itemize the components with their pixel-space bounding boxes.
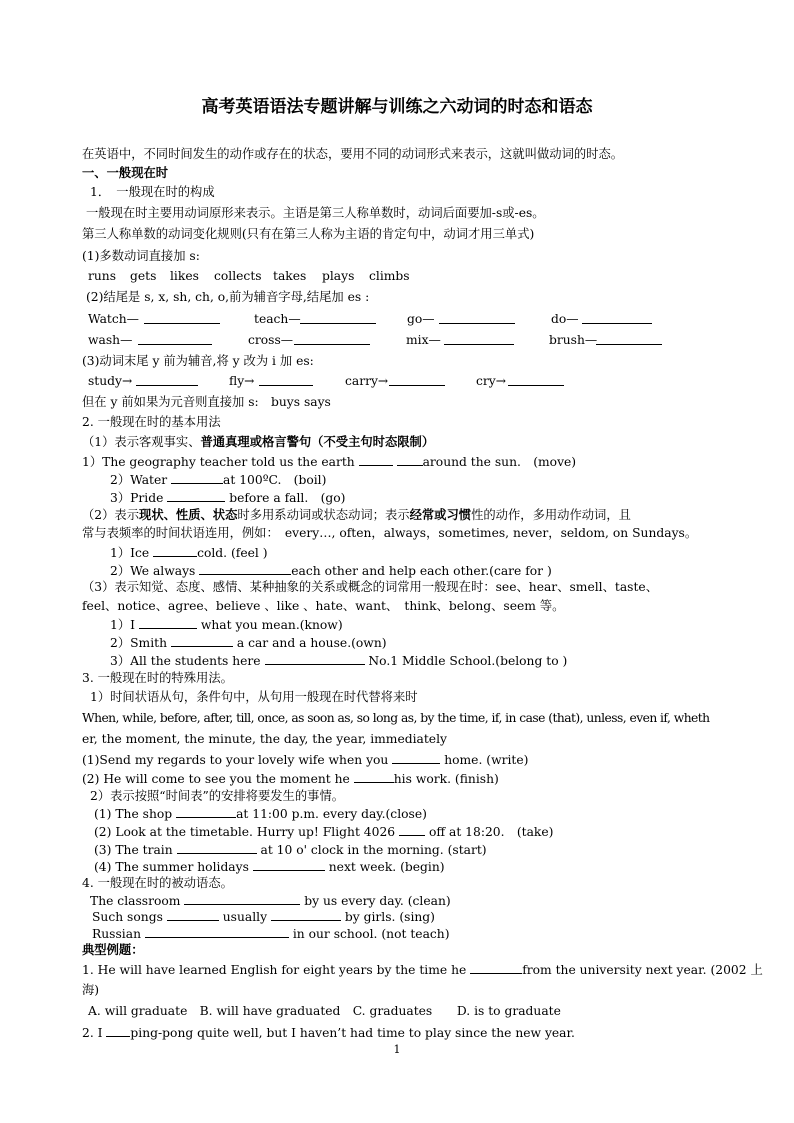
q-text: 3）Pride xyxy=(110,491,164,505)
q-text: Such songs xyxy=(92,910,163,924)
q-text: home. (write) xyxy=(444,753,529,767)
usage-2-text: 时多用系动词或状态动词；表示 xyxy=(237,508,410,522)
blank[interactable] xyxy=(167,909,219,921)
rule-1: (1)多数动词直接加 s: xyxy=(82,249,200,263)
blank[interactable] xyxy=(253,859,325,871)
usage-2-text: （2）表示 xyxy=(82,508,140,522)
blank[interactable] xyxy=(271,909,341,921)
rule-3: (3)动词末尾 y 前为辅音,将 y 改为 i 加 es: xyxy=(82,354,314,368)
usage-2-text: 性的动作，多用动作动词，且 xyxy=(471,508,631,522)
page-title: 高考英语语法专题讲解与训练之六动词的时态和语态 xyxy=(201,97,593,117)
passive-question xyxy=(92,909,435,925)
q-text: 2）Smith xyxy=(110,636,167,650)
blank[interactable] xyxy=(153,545,197,557)
blank[interactable] xyxy=(508,374,564,386)
q-text: at 100ºC. (boil) xyxy=(223,473,327,487)
conjunction-list: When, while, before, after, till, once, as soon as, so long as, by the time, if, in case (that), unless, even if, wheth xyxy=(82,711,710,725)
q-text: next week. (begin) xyxy=(328,860,445,874)
q-text: off at 18:20. (take) xyxy=(428,825,554,839)
question xyxy=(94,806,427,822)
passive-question xyxy=(90,893,451,909)
blank[interactable] xyxy=(176,806,236,818)
blank[interactable] xyxy=(444,333,514,345)
blank[interactable] xyxy=(397,454,423,466)
question xyxy=(94,824,553,840)
row-a-word: go— xyxy=(407,312,435,326)
blank[interactable] xyxy=(265,653,365,665)
blank[interactable] xyxy=(138,333,212,345)
question xyxy=(110,490,345,506)
row-b-word: brush— xyxy=(549,333,598,347)
row-c-word: study→ xyxy=(88,374,133,388)
example-1 xyxy=(82,962,763,978)
usage-2-bold: 现状、性质、状态 xyxy=(139,507,238,522)
q-text: (3) The train xyxy=(94,843,173,857)
q-text: (1) The shop xyxy=(94,807,173,821)
q-text: 1）The geography teacher told us the earth xyxy=(82,455,355,469)
sub-1: 1． 一般现在时的构成 xyxy=(90,185,215,199)
row-a-word: Watch— xyxy=(88,312,139,326)
sub-4: 4. 一般现在时的被动语态。 xyxy=(82,876,233,890)
blank[interactable] xyxy=(359,454,393,466)
question xyxy=(110,617,343,633)
q-text: ping-pong quite well, but I haven’t had time to play since the new year. xyxy=(130,1026,575,1040)
sub-2: 2. 一般现在时的基本用法 xyxy=(82,415,221,429)
blank[interactable] xyxy=(582,312,652,324)
question xyxy=(82,752,528,768)
example-1-options: A. will graduate B. will have graduated C. graduates D. is to graduate xyxy=(88,1004,561,1018)
blank[interactable] xyxy=(171,635,233,647)
blank[interactable] xyxy=(389,374,445,386)
usage-2 xyxy=(82,507,631,523)
word: plays xyxy=(322,269,355,283)
blank[interactable] xyxy=(354,771,394,783)
page-number: 1 xyxy=(393,1043,401,1056)
question xyxy=(110,653,567,669)
q-text: (2) Look at the timetable. Hurry up! Flight 4026 xyxy=(94,825,396,839)
question xyxy=(94,859,445,875)
row-a xyxy=(88,312,688,328)
q-text: from the university next year. (2002 上 xyxy=(522,963,763,977)
blank[interactable] xyxy=(144,312,220,324)
rule-4: 但在 y 前如果为元音则直接加 s: buys says xyxy=(82,395,331,409)
q-text: No.1 Middle School.(belong to ) xyxy=(368,654,568,668)
blank[interactable] xyxy=(136,374,198,386)
passive-question xyxy=(92,926,450,942)
q-text: 2. I xyxy=(82,1026,103,1040)
blank[interactable] xyxy=(259,374,313,386)
word: climbs xyxy=(369,269,410,283)
blank[interactable] xyxy=(139,617,197,629)
usage-1-bold: 普通真理或格言警句（不受主句时态限制） xyxy=(200,434,435,449)
blank[interactable] xyxy=(177,842,257,854)
intro: 在英语中，不同时间发生的动作或存在的状态，要用不同的动词形式来表示，这就叫做动词的时态。 xyxy=(82,147,624,161)
usage-2-bold: 经常或习惯 xyxy=(409,507,472,522)
row-c-word: carry→ xyxy=(345,374,389,388)
row-c xyxy=(88,374,688,390)
blank[interactable] xyxy=(171,472,223,484)
q-text: a car and a house.(own) xyxy=(236,636,387,650)
q-text: by girls. (sing) xyxy=(344,910,435,924)
q-text: what you mean.(know) xyxy=(200,618,343,632)
section-1: 一、一般现在时 xyxy=(82,165,169,180)
word: likes xyxy=(170,269,199,283)
rule-2: (2)结尾是 s, x, sh, ch, o,前为辅音字母,结尾加 es : xyxy=(86,290,370,304)
q-text: 2）We always xyxy=(110,564,196,578)
q-text: usually xyxy=(222,910,268,924)
q-text: 1）Ice xyxy=(110,546,150,560)
q-text: cold. (feel ) xyxy=(197,546,268,560)
special-2: 2）表示按照“时间表”的安排将要发生的事情。 xyxy=(90,789,345,803)
row-b xyxy=(88,333,688,349)
blank[interactable] xyxy=(294,333,370,345)
sub-3: 3. 一般现在时的特殊用法。 xyxy=(82,671,233,685)
question xyxy=(110,545,268,561)
question xyxy=(110,563,552,579)
question xyxy=(94,842,487,858)
usage-1-text: （1）表示客观事实、 xyxy=(82,435,201,449)
special-1: 1）时间状语从句，条件句中，从句用一般现在时代替将来时 xyxy=(90,690,418,704)
q-text: 1）I xyxy=(110,618,135,632)
q-text: (2) He will come to see you the moment he xyxy=(82,772,350,786)
row-b-word: mix— xyxy=(406,333,441,347)
row-b-word: cross— xyxy=(248,333,294,347)
example-1-cont: 海) xyxy=(82,983,100,997)
conjunction-list-cont: er, the moment, the minute, the day, the year, immediately xyxy=(82,732,447,746)
word: runs xyxy=(88,269,117,283)
row-a-word: do— xyxy=(551,312,579,326)
word: takes xyxy=(273,269,307,283)
q-text: The classroom xyxy=(90,894,181,908)
q-text: (4) The summer holidays xyxy=(94,860,249,874)
question xyxy=(82,771,499,787)
blank[interactable] xyxy=(392,752,440,764)
blank[interactable] xyxy=(399,824,425,836)
row-b-word: wash— xyxy=(88,333,133,347)
usage-1 xyxy=(82,434,434,450)
q-text: his work. (finish) xyxy=(393,772,499,786)
usage-3-cont: feel、notice、agree、believe 、like 、hate、want、 think、belong、seem 等。 xyxy=(82,599,565,613)
row-a-word: teach— xyxy=(254,312,301,326)
usage-2-cont: 常与表频率的时间状语连用，例如： every…, often，always，sometimes, never，seldom, on Sundays。 xyxy=(82,526,698,540)
question xyxy=(110,635,387,651)
question xyxy=(82,454,576,470)
q-text: (1)Send my regards to your lovely wife when you xyxy=(82,753,389,767)
question xyxy=(110,472,326,488)
blank[interactable] xyxy=(106,1025,130,1037)
q-text: by us every day. (clean) xyxy=(304,894,451,908)
line-1: 一般现在时主要用动词原形来表示。主语是第三人称单数时，动词后面要加-s或-es。 xyxy=(86,206,545,220)
q-text: before a fall. (go) xyxy=(229,491,346,505)
q-text: 2）Water xyxy=(110,473,168,487)
row-c-word: fly→ xyxy=(229,374,255,388)
word: gets xyxy=(130,269,157,283)
examples-heading: 典型例题： xyxy=(82,942,144,957)
q-text: at 11:00 p.m. every day.(close) xyxy=(236,807,427,821)
blank[interactable] xyxy=(145,926,289,938)
q-text: each other and help each other.(care for ) xyxy=(291,564,552,578)
blank[interactable] xyxy=(199,563,291,575)
blank[interactable] xyxy=(470,962,522,974)
blank[interactable] xyxy=(596,333,662,345)
blank[interactable] xyxy=(167,490,225,502)
blank[interactable] xyxy=(300,312,376,324)
q-text: 1. He will have learned English for eight years by the time he xyxy=(82,963,467,977)
blank[interactable] xyxy=(184,893,300,905)
usage-3: （3）表示知觉、态度、感情、某种抽象的关系或概念的词常用一般现在时：see、hear、smell、taste、 xyxy=(82,580,658,594)
q-text: at 10 o' clock in the morning. (start) xyxy=(260,843,487,857)
q-text: around the sun. (move) xyxy=(422,455,577,469)
row-c-word: cry→ xyxy=(476,374,507,388)
blank[interactable] xyxy=(439,312,515,324)
example-2 xyxy=(82,1025,575,1041)
q-text: 3）All the students here xyxy=(110,654,261,668)
q-text: in our school. (not teach) xyxy=(292,927,450,941)
line-2: 第三人称单数的动词变化规则(只有在第三人称为主语的肯定句中，动词才用三单式) xyxy=(82,227,535,241)
q-text: Russian xyxy=(92,927,141,941)
word: collects xyxy=(214,269,262,283)
